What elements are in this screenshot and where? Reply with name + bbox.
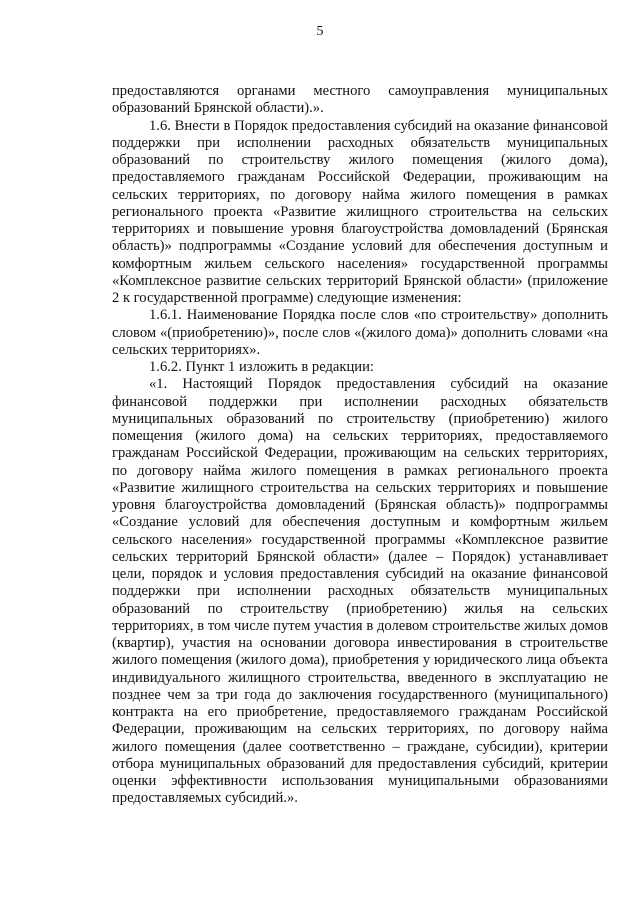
- document-body: [112, 83, 608, 808]
- paragraph-point-1: «1. Настоящий Порядок предоставления субсидий на оказание финансовой поддержки при исполнении расходных обязательств муниципальных образований по строительству (приобретению) жилого помещения (жилого дома) на сельских территориях, предоставляемого гражданам Российской Федерации, проживающим на сельских территориях, по договору найма жилого помещения в рамках регионального проекта «Развитие жилищного строительства на сельских территориях и повышение уровня благоустройства домовладений (Брянская область)» подпрограммы «Создание условий для обеспечения доступным и комфортным жильем сельского населения» государственной программы «Комплексное развитие сельских территорий Брянской области» (далее – Порядок) устанавливает цели, порядок и условия предоставления субсидий на оказание финансовой поддержки при исполнении расходных обязательств муниципальных образований по строительству (приобретению) жилья на сельских территориях, в том числе путем участия в долевом строительстве жилых домов (квартир), участия на основании договора инвестирования в строительстве жилого помещения (жилого дома), приобретения у юридического лица объекта индивидуального жилищного строительства, введенного в эксплуатацию не позднее чем за три года до заключения государственного (муниципального) контракта на его приобретение, предоставляемого гражданам Российской Федерации, проживающим на сельских территориях, по договору найма жилого помещения (далее соответственно – граждане, субсидии), критерии отбора муниципальных образований для предоставления субсидий, критерии оценки эффективности использования муниципальными образованиями предоставляемых субсидий.».: [112, 376, 608, 807]
- paragraph-1-6-1: 1.6.1. Наименование Порядка после слов «по строительству» дополнить словом «(приобретению)», после слов «(жилого дома)» дополнить словами «на сельских территориях».: [112, 307, 608, 358]
- paragraph-1-6: 1.6. Внести в Порядок предоставления субсидий на оказание финансовой поддержки при исполнении расходных обязательств муниципальных образований по строительству жилого помещения (жилого дома), предоставляемого гражданам Российской Федерации, проживающим на сельских территориях, по договору найма жилого помещения в рамках регионального проекта «Развитие жилищного строительства на сельских территориях и повышение уровня благоустройства домовладений (Брянская область)» подпрограммы «Создание условий для обеспечения доступным и комфортным жильем сельского населения» государственной программы «Комплексное развитие сельских территорий Брянской области» (приложение 2 к государственной программе) следующие изменения:: [112, 117, 608, 306]
- page-number: 5: [316, 24, 324, 39]
- paragraph-1-6-2: 1.6.2. Пункт 1 изложить в редакции:: [149, 359, 374, 375]
- paragraph-continuation: предоставляются органами местного самоуправления муниципальных образований Брянской области).».: [112, 83, 608, 117]
